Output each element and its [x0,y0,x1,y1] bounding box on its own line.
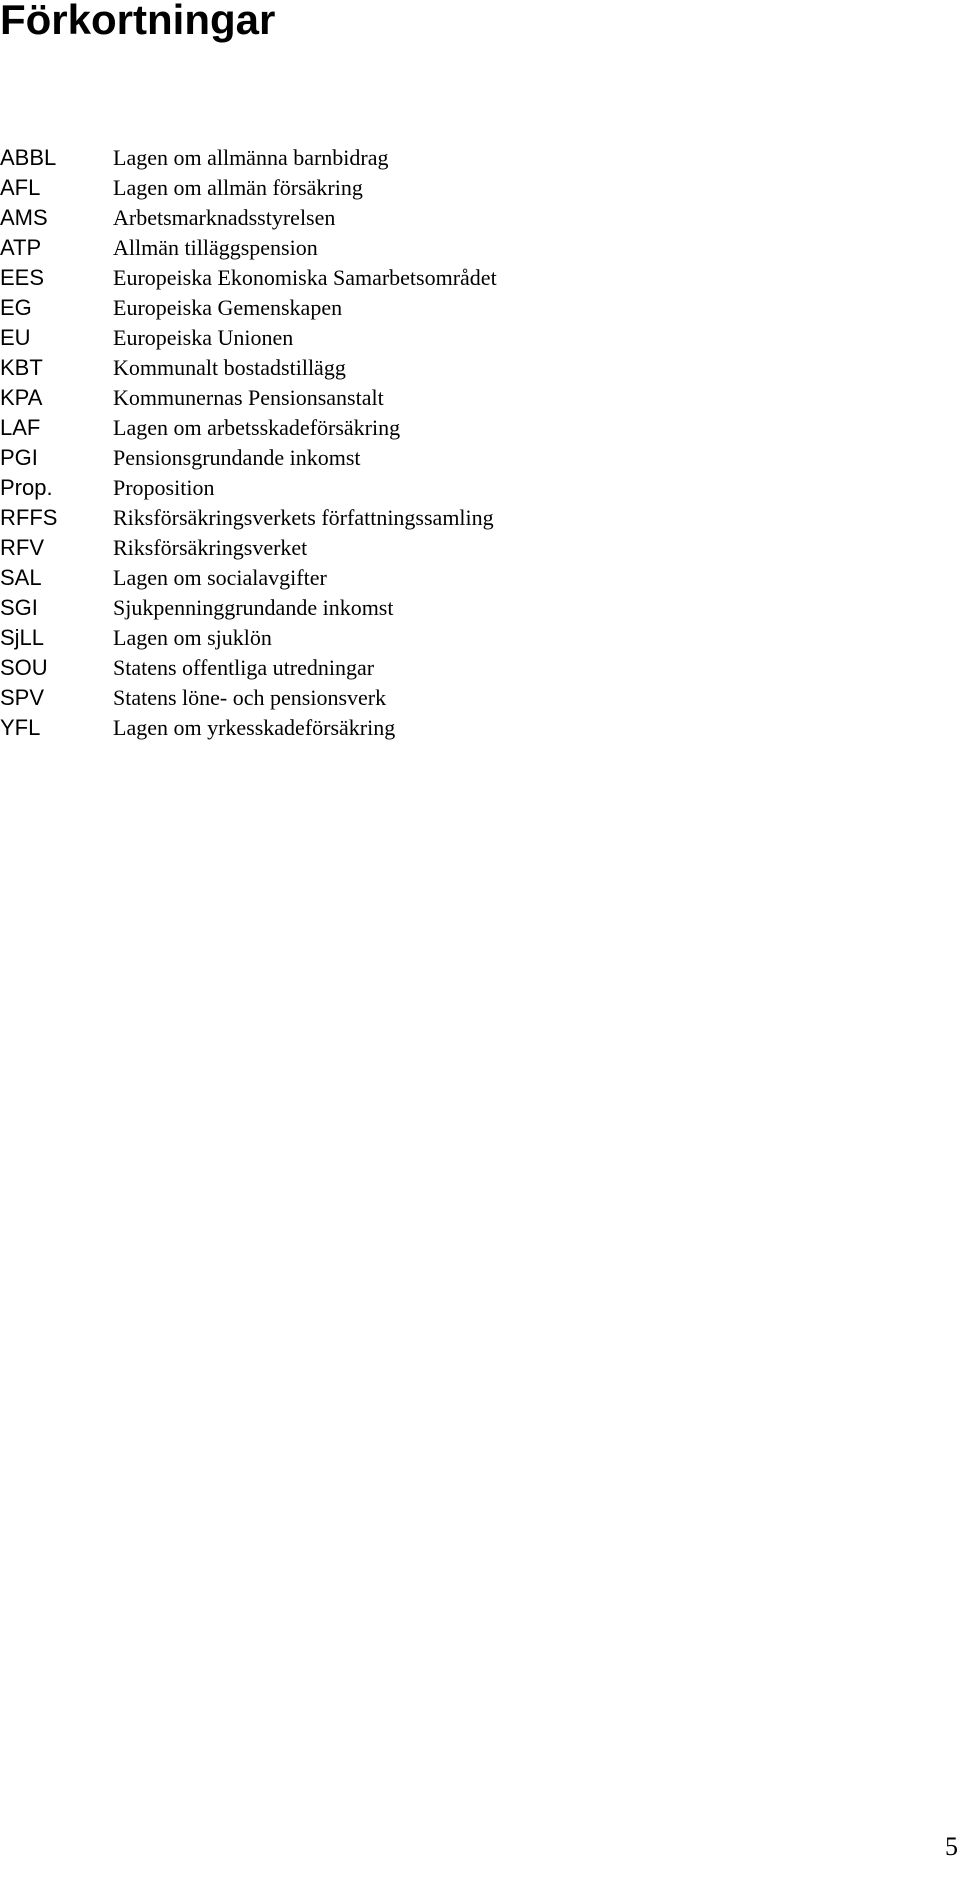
abbreviation-code: RFFS [0,505,58,530]
abbreviation-meaning: Lagen om allmän försäkring [113,175,363,200]
list-item [0,653,940,683]
abbreviation-code: Prop. [0,475,53,500]
list-item [0,713,940,743]
abbreviation-meaning: Lagen om socialavgifter [113,565,327,590]
abbreviation-code: KPA [0,385,43,410]
list-item [0,233,940,263]
abbreviation-meaning: Lagen om sjuklön [113,625,272,650]
abbreviation-code: AMS [0,205,48,230]
abbreviation-code: ATP [0,235,42,260]
abbreviation-meaning: Europeiska Ekonomiska Samarbetsområdet [113,265,497,290]
list-item [0,293,940,323]
abbreviation-meaning: Statens offentliga utredningar [113,655,375,680]
list-item [0,143,940,173]
abbreviation-meaning: Pensionsgrundande inkomst [113,445,361,470]
abbreviation-meaning: Allmän tilläggspension [113,235,318,260]
list-item [0,413,940,443]
abbreviation-meaning: Kommunernas Pensionsanstalt [113,385,384,410]
abbreviation-list [0,143,940,743]
list-item [0,323,940,353]
abbreviation-code: LAF [0,415,41,440]
list-item [0,563,940,593]
abbreviation-meaning: Statens löne- och pensionsverk [113,685,387,710]
abbreviation-code: SjLL [0,625,45,650]
abbreviation-code: SAL [0,565,42,590]
abbreviation-code: SPV [0,685,45,710]
abbreviation-code: RFV [0,535,44,560]
abbreviation-meaning: Europeiska Unionen [113,325,294,350]
list-item [0,173,940,203]
abbreviation-meaning: Lagen om allmänna barnbidrag [113,145,389,170]
abbreviation-code: EG [0,295,32,320]
list-item [0,593,940,623]
abbreviation-code: PGI [0,445,38,470]
page-number: 5 [945,1832,958,1861]
list-item [0,623,940,653]
list-item [0,533,940,563]
abbreviation-meaning: Europeiska Gemenskapen [113,295,343,320]
abbreviation-code: AFL [0,175,41,200]
abbreviation-meaning: Proposition [113,475,215,500]
list-item [0,443,940,473]
page-title: Förkortningar [0,0,276,43]
abbreviation-meaning: Lagen om arbetsskadeförsäkring [113,415,401,440]
list-item [0,383,940,413]
abbreviation-meaning: Lagen om yrkesskadeförsäkring [113,715,396,740]
list-item [0,353,940,383]
abbreviation-code: EES [0,265,45,290]
abbreviation-meaning: Riksförsäkringsverket [113,535,308,560]
abbreviation-meaning: Sjukpenninggrundande inkomst [113,595,394,620]
abbreviation-meaning: Riksförsäkringsverkets författningssamling [113,505,494,530]
abbreviation-code: EU [0,325,31,350]
list-item [0,473,940,503]
abbreviation-code: SOU [0,655,48,680]
list-item [0,683,940,713]
abbreviation-code: KBT [0,355,43,380]
list-item [0,503,940,533]
list-item [0,203,940,233]
abbreviation-meaning: Arbetsmarknadsstyrelsen [113,205,336,230]
abbreviation-code: YFL [0,715,41,740]
abbreviation-code: SGI [0,595,38,620]
abbreviation-code: ABBL [0,145,57,170]
list-item [0,263,940,293]
abbreviation-meaning: Kommunalt bostadstillägg [113,355,346,380]
